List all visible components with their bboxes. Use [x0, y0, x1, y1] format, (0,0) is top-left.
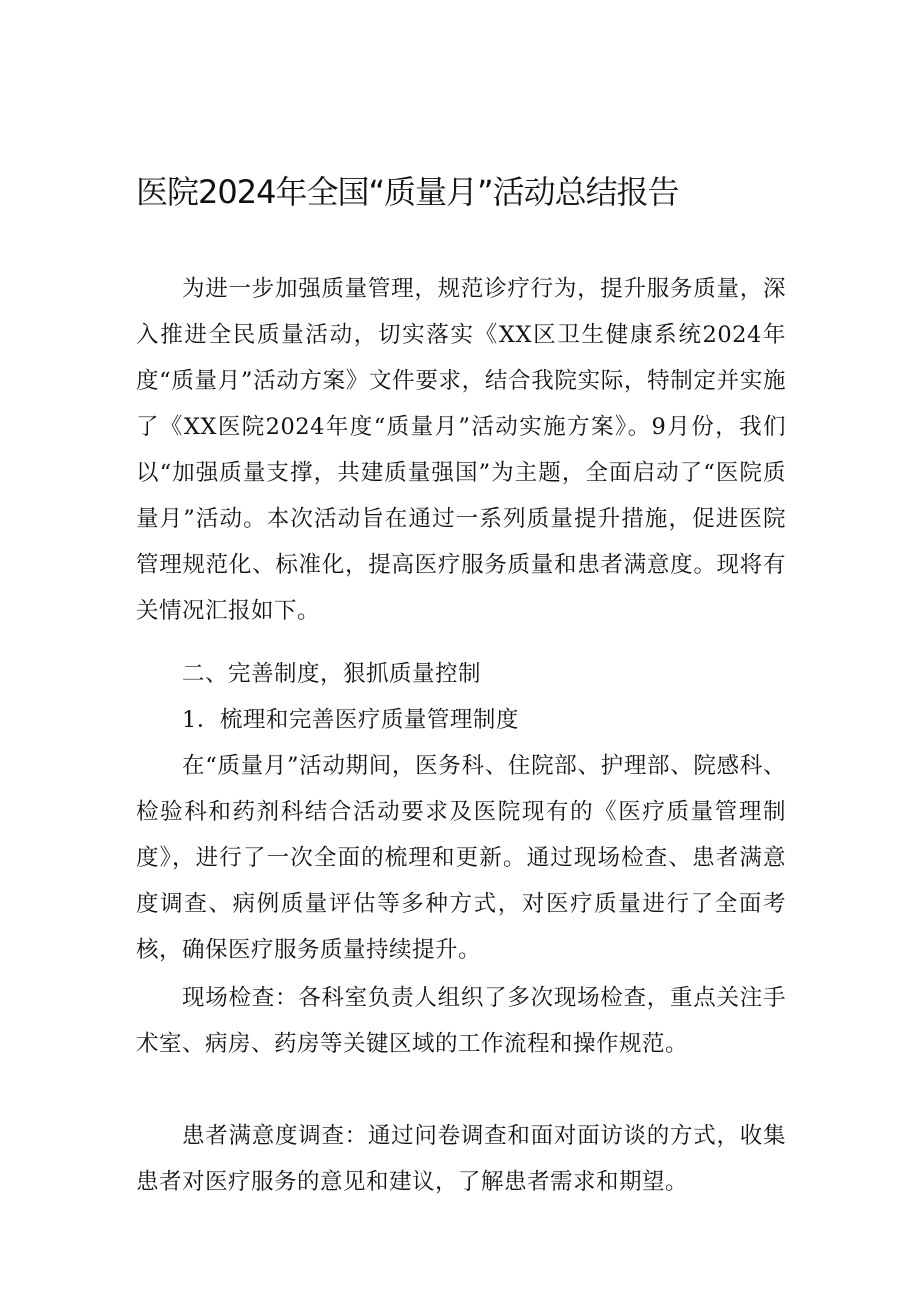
item-heading: 1．梳理和完善医疗质量管理制度	[182, 707, 519, 733]
report-title: 医院2024年全国“质量月”活动总结报告	[136, 173, 679, 211]
survey-paragraph: 患者满意度调查：通过问卷调查和面对面访谈的方式，收集患者对医疗服务的意见和建议，了解患者需求和期望。	[136, 1123, 786, 1195]
inspection-paragraph: 现场检查：各科室负责人组织了多次现场检查，重点关注手术室、病房、药房等关键区域的工作流程和操作规范。	[136, 985, 786, 1057]
section-heading: 二、完善制度，狠抓质量控制	[182, 661, 482, 687]
intro-paragraph: 为进一步加强质量管理，规范诊疗行为，提升服务质量，深入推进全民质量活动，切实落实《XX区卫生健康系统2024年度“质量月”活动方案》文件要求，结合我院实际，特制定并实施了《XX医院2024年度“质量月”活动实施方案》。9月份，我们以“加强质量支撑，共建质量强国”为主题，全面启动了“医院质量月”活动。本次活动旨在通过一系列质量提升措施，促进医院管理规范化、标准化，提高医疗服务质量和患者满意度。现将有关情况汇报如下。	[136, 276, 786, 624]
review-paragraph: 在“质量月”活动期间，医务科、住院部、护理部、院感科、检验科和药剂科结合活动要求及医院现有的《医疗质量管理制度》，进行了一次全面的梳理和更新。通过现场检查、患者满意度调查、病例质量评估等多种方式，对医疗质量进行了全面考核，确保医疗服务质量持续提升。	[136, 753, 786, 963]
